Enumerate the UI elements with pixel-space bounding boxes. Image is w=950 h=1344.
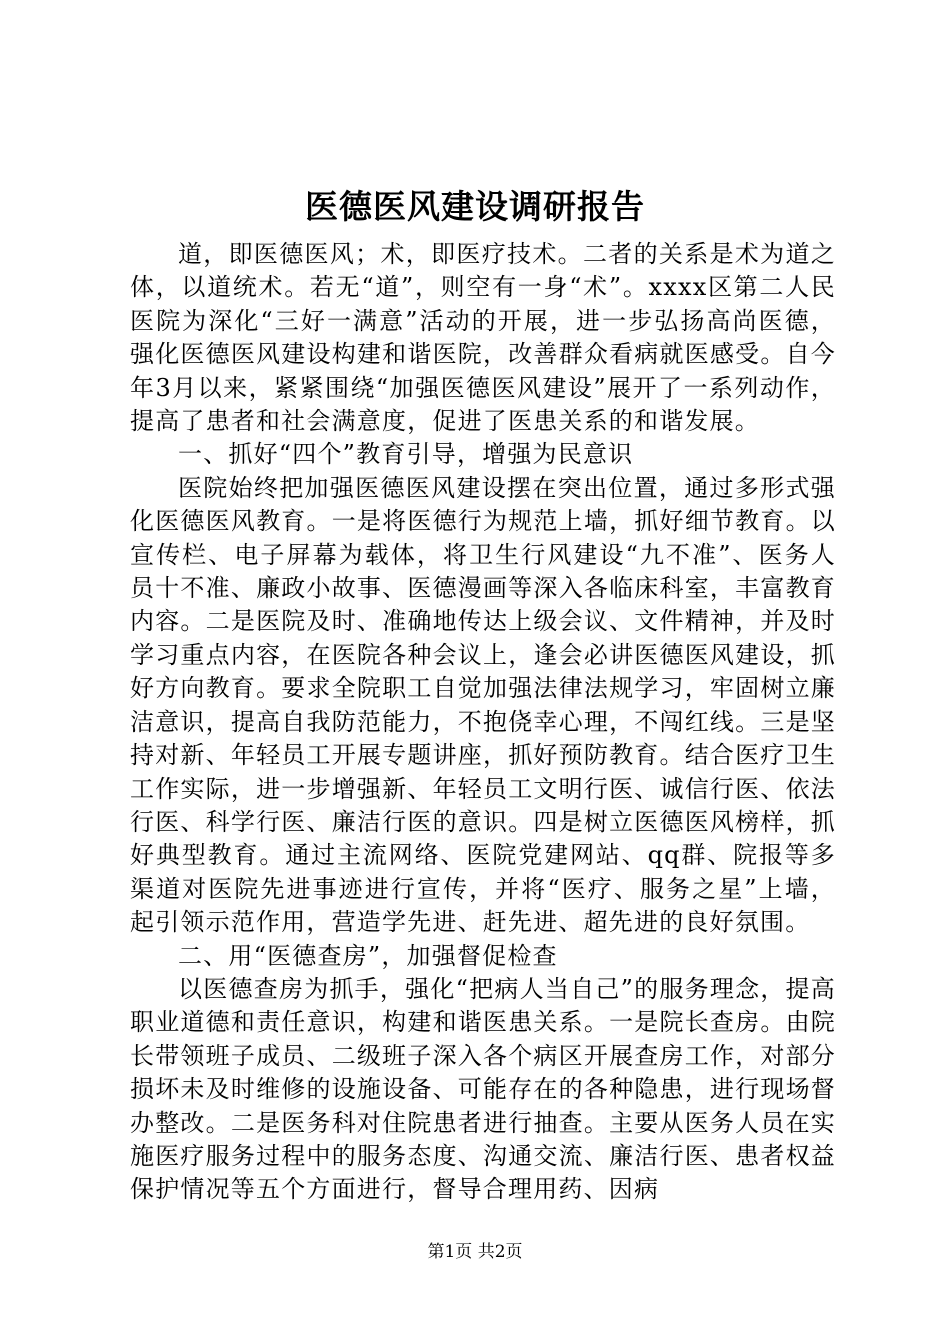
document-title: 医德医风建设调研报告 [305, 187, 645, 226]
section-heading-2: 二、用“医德查房”，加强督促检查 [178, 941, 558, 970]
section-1-paragraph: 医院始终把加强医德医风建设摆在突出位置，通过多形式强化医德医风教育。一是将医德行为规范上墙，抓好细节教育。以宣传栏、电子屏幕为载体，将卫生行风建设“九不准”、医务人员十不准、廉政小故事、医德漫画等深入各临床科室，丰富教育内容。二是医院及时、准确地传达上级会议、文件精神，并及时学习重点内容，在医院各种会议上，逢会必讲医德医风建设，抓好方向教育。要求全院职工自觉加强法律法规学习，牢固树立廉洁意识，提高自我防范能力，不抱侥幸心理，不闯红线。三是坚持对新、年轻员工开展专题讲座，抓好预防教育。结合医疗卫生工作实际，进一步增强新、年轻员工文明行医、诚信行医、依法行医、科学行医、廉洁行医的意识。四是树立医德医风榜样，抓好典型教育。通过主流网络、医院党建网站、qq群、院报等多渠道对医院先进事迹进行宣传，并将“医疗、服务之星”上墙，起引领示范作用，营造学先进、赶先进、超先进的良好氛围。 [130, 473, 836, 937]
section-2-paragraph: 以医德查房为抓手，强化“把病人当自己”的服务理念，提高职业道德和责任意识，构建和谐医患关系。一是院长查房。由院长带领班子成员、二级班子深入各个病区开展查房工作，对部分损坏未及时维修的设施设备、可能存在的各种隐患，进行现场督办整改。二是医务科对住院患者进行抽查。主要从医务人员在实施医疗服务过程中的服务态度、沟通交流、廉洁行医、患者权益保护情况等五个方面进行，督导合理用药、因病 [130, 974, 836, 1204]
page-footer: 第1页 共2页 [427, 1242, 523, 1262]
document-body [130, 238, 836, 1207]
intro-paragraph: 道，即医德医风；术，即医疗技术。二者的关系是术为道之体，以道统术。若无“道”，则空有一身“术”。xxxx区第二人民医院为深化“三好一满意”活动的开展，进一步弘扬高尚医德，强化医德医风建设构建和谐医院，改善群众看病就医感受。自今年3月以来，紧紧围绕“加强医德医风建设”展开了一系列动作，提高了患者和社会满意度，促进了医患关系的和谐发展。 [130, 240, 836, 436]
section-heading-1: 一、抓好“四个”教育引导，增强为民意识 [178, 440, 634, 469]
